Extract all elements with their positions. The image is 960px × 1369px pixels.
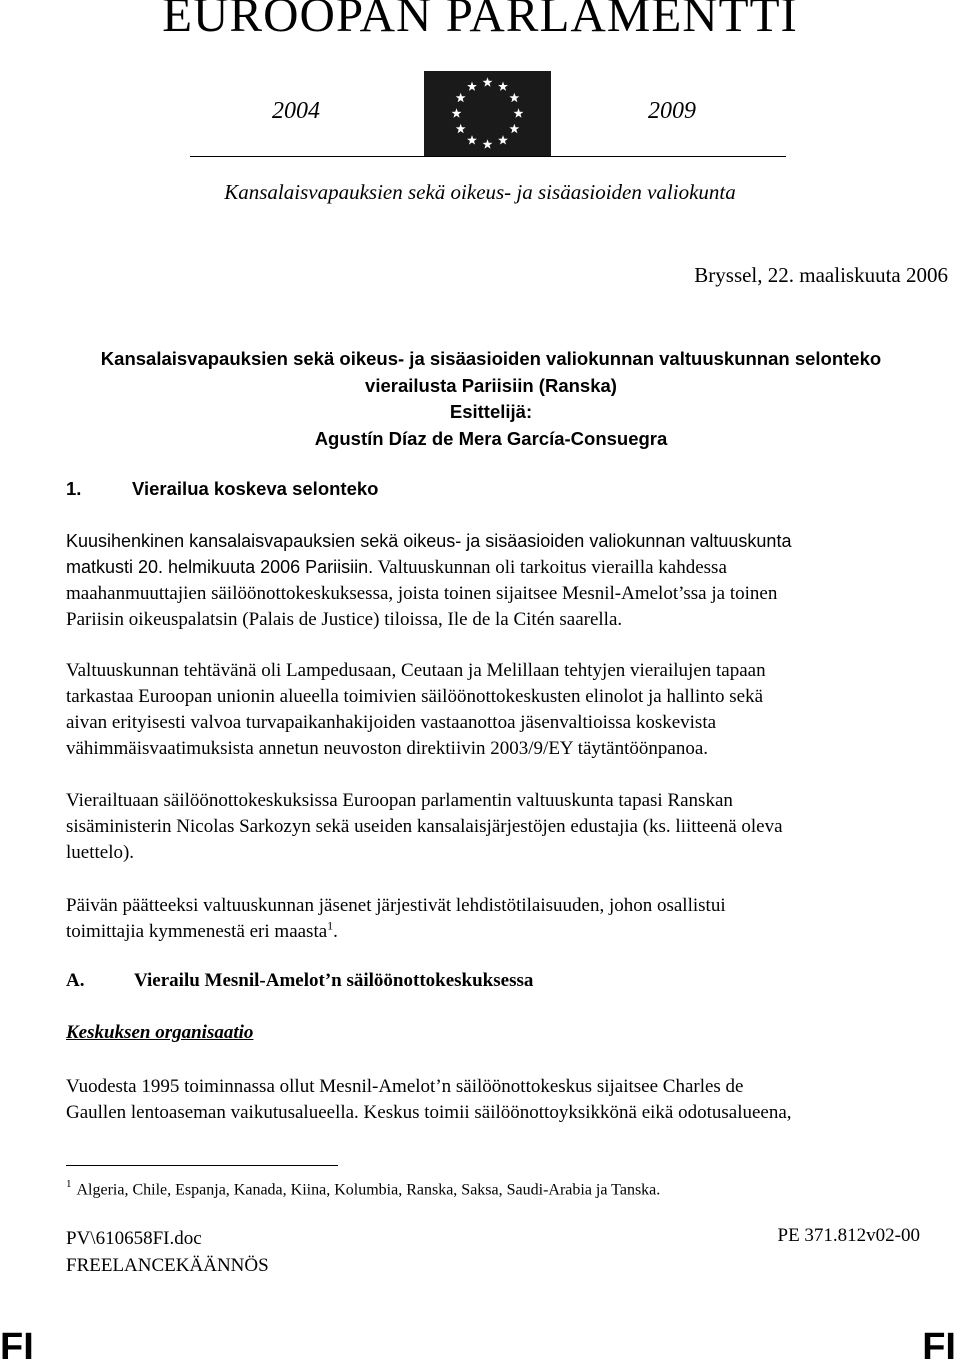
footer-left bbox=[66, 1225, 269, 1279]
paragraph-2 bbox=[66, 658, 926, 762]
report-title-line2: vierailusta Pariisiin (Ranska) bbox=[365, 374, 617, 396]
term-start-year: 2004 bbox=[272, 98, 320, 124]
paragraph-line: aivan erityisesti valvoa turvapaikanhakijoiden vastaanottoa jäsenvaltioissa koskevista bbox=[66, 712, 717, 733]
pe-reference: PE 371.812v02-00 bbox=[777, 1225, 920, 1246]
paragraph-line: Vuodesta 1995 toiminnassa ollut Mesnil-Amelot’n säilöönottokeskus sijaitsee Charles de bbox=[66, 1076, 744, 1097]
translation-note: FREELANCEKÄÄNNÖS bbox=[66, 1255, 269, 1276]
paragraph-line: maahanmuuttajien säilöönottokeskuksessa, joista toinen sijaitsee Mesnil-Amelot’ssa ja toinen bbox=[66, 583, 778, 604]
paragraph-fragment: Valtuuskunnan oli tarkoitus vierailla kahdessa bbox=[373, 557, 727, 578]
paragraph-line: Gaullen lentoaseman vaikutusalueella. Keskus toimii säilöönottoyksikkönä eikä odotusalueena, bbox=[66, 1102, 792, 1123]
report-title bbox=[0, 346, 960, 452]
footnote bbox=[66, 1179, 660, 1199]
document-header-title: EUROOPAN PARLAMENTTI bbox=[162, 0, 798, 42]
footnote-number: 1 bbox=[66, 1178, 72, 1190]
section-1-heading bbox=[66, 478, 378, 500]
footnote-reference[interactable]: 1 bbox=[327, 918, 334, 933]
rapporteur-label: Esittelijä: bbox=[449, 401, 533, 422]
paragraph-line bbox=[66, 919, 926, 945]
paragraph-fragment: matkusti 20. helmikuuta 2006 Pariisiin. bbox=[66, 557, 374, 577]
paragraph-line: Pariisin oikeuspalatsin (Palais de Justice) tiloissa, Ile de la Citén saarella. bbox=[66, 609, 623, 630]
paragraph-line: tarkastaa Euroopan unionin alueella toimivien säilöönottokeskusten elinolot ja hallinto sekä bbox=[66, 686, 764, 707]
eu-stars-emblem-icon bbox=[424, 71, 551, 156]
paragraph-1 bbox=[66, 528, 926, 633]
paragraph-fragment: . bbox=[333, 921, 338, 942]
place-date: Bryssel, 22. maaliskuuta 2006 bbox=[694, 263, 948, 287]
paragraph-line: vähimmäisvaatimuksista annetun neuvoston direktiivin 2003/9/EY täytäntöönpanoa. bbox=[66, 738, 709, 759]
committee-name: Kansalaisvapauksien sekä oikeus- ja sisäasioiden valiokunta bbox=[224, 180, 736, 204]
language-code-left: FI bbox=[0, 1326, 34, 1368]
document-reference: PV\610658FI.doc bbox=[66, 1228, 202, 1249]
paragraph-line: luettelo). bbox=[66, 842, 135, 863]
subsection-letter: A. bbox=[66, 970, 85, 991]
language-code-right: FI bbox=[922, 1326, 956, 1368]
paragraph-line: Valtuuskunnan tehtävänä oli Lampedusaan, Ceutaan ja Melillaan tehtyjen vierailujen tapaan bbox=[66, 660, 766, 681]
term-end-year: 2009 bbox=[648, 98, 696, 124]
subsection-a-heading bbox=[66, 970, 533, 992]
report-title-line1: Kansalaisvapauksien sekä oikeus- ja sisäasioiden valiokunnan valtuuskunnan selonteko bbox=[100, 348, 882, 369]
section-number: 1. bbox=[66, 478, 82, 499]
paragraph-line: Päivän päätteeksi valtuuskunnan jäsenet järjestivät lehdistötilaisuuden, johon osallistui bbox=[66, 895, 726, 916]
paragraph-line: Kuusihenkinen kansalaisvapauksien sekä oikeus- ja sisäasioiden valiokunnan valtuuskunta bbox=[66, 531, 792, 551]
paragraph-line bbox=[66, 554, 926, 581]
header-divider bbox=[190, 156, 786, 157]
footnote-divider bbox=[66, 1165, 338, 1166]
paragraph-5 bbox=[66, 1074, 926, 1126]
eu-emblem bbox=[424, 71, 551, 156]
rapporteur-name: Agustín Díaz de Mera García-Consuegra bbox=[314, 427, 668, 449]
subsection-title: Vierailu Mesnil-Amelot’n säilöönottokeskuksessa bbox=[134, 970, 534, 991]
paragraph-4 bbox=[66, 893, 926, 945]
paragraph-fragment: toimittajia kymmenestä eri maasta bbox=[66, 921, 328, 942]
paragraph-3 bbox=[66, 788, 926, 866]
paragraph-line: sisäministerin Nicolas Sarkozyn sekä useiden kansalaisjärjestöjen edustajia (ks. liitteenä oleva bbox=[66, 816, 783, 837]
footnote-text: Algeria, Chile, Espanja, Kanada, Kiina, Kolumbia, Ranska, Saksa, Saudi-Arabia ja Tanska. bbox=[76, 1181, 661, 1199]
section-title: Vierailua koskeva selonteko bbox=[132, 478, 379, 499]
subheading: Keskuksen organisaatio bbox=[66, 1022, 254, 1043]
paragraph-line: Vierailtuaan säilöönottokeskuksissa Euroopan parlamentin valtuuskunta tapasi Ranskan bbox=[66, 790, 733, 811]
